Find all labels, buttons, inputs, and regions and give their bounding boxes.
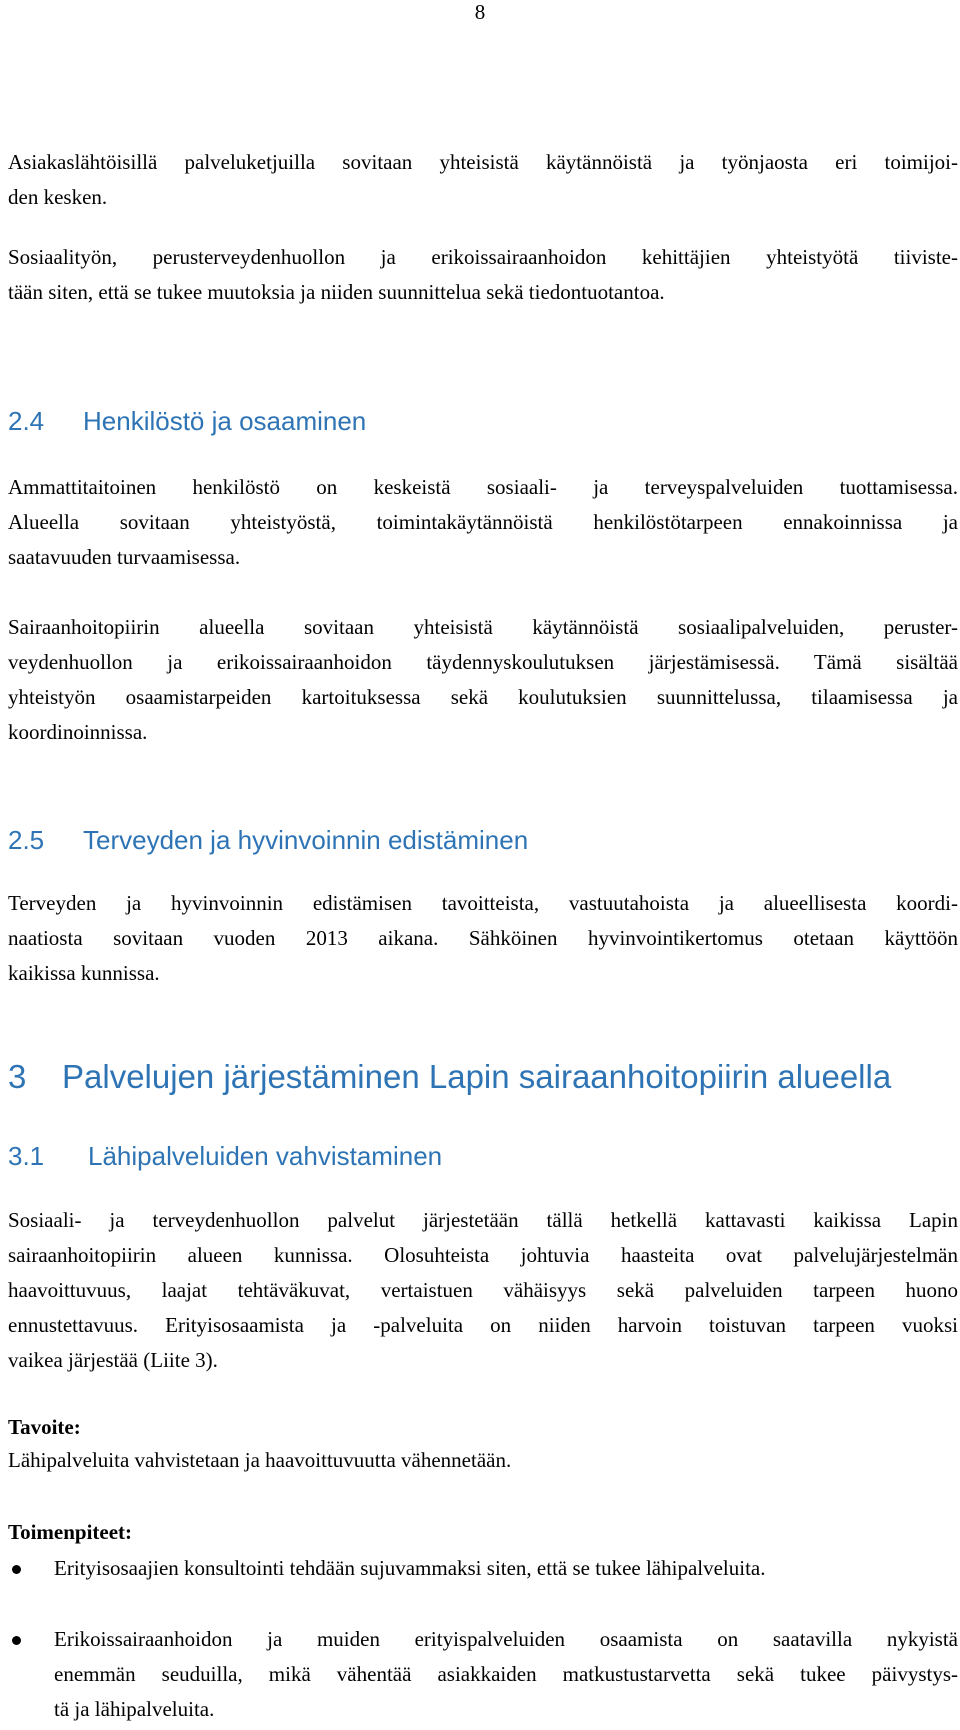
text-line: tään siten, että se tukee muutoksia ja niiden suunnittelua sekä tiedontuotantoa. <box>8 280 665 304</box>
text-line: Asiakaslähtöisillä palveluketjuilla sovitaan yhteisistä käytännöistä ja työnjaosta eri toimijoi- <box>8 150 958 174</box>
page-number: 8 <box>474 0 486 24</box>
text-line: Erikoissairaanhoidon ja muiden erityispalveluiden osaamista on saatavilla nykyistä <box>54 1627 958 1651</box>
goal-label: Tavoite: <box>8 1415 81 1439</box>
chapter-number: 3 <box>8 1058 27 1095</box>
section-number: 3.1 <box>8 1141 45 1171</box>
text-line: Sosiaali- ja terveydenhuollon palvelut järjestetään tällä hetkellä kattavasti kaikissa Lapin <box>8 1208 958 1232</box>
text-line: Erityisosaajien konsultointi tehdään sujuvammaksi siten, että se tukee lähipalveluita. <box>54 1556 766 1580</box>
text-line: den kesken. <box>8 185 108 209</box>
bullet-icon <box>12 1565 21 1574</box>
section-heading-3-1 <box>8 1141 442 1172</box>
section-title: Henkilöstö ja osaaminen <box>83 406 367 436</box>
section-2-4-paragraph-2 <box>8 610 958 750</box>
section-2-5-paragraph-1 <box>8 886 958 991</box>
text-line: vaikea järjestää (Liite 3). <box>8 1348 218 1372</box>
text-line: yhteistyön osaamistarpeiden kartoituksessa sekä koulutuksien suunnittelussa, tilaamisessa ja <box>8 685 958 709</box>
text-line: koordinoinnissa. <box>8 720 148 744</box>
chapter-title: Palvelujen järjestäminen Lapin sairaanhoitopiirin alueella <box>62 1058 892 1095</box>
bullet-icon <box>12 1636 21 1645</box>
text-line: enemmän seuduilla, mikä vähentää asiakkaiden matkustustarvetta sekä tukee päivystys- <box>54 1662 958 1686</box>
goal-text <box>8 1443 958 1478</box>
section-title: Lähipalveluiden vahvistaminen <box>88 1141 443 1171</box>
list-item-text <box>54 1622 958 1727</box>
intro-paragraph-2 <box>8 240 958 310</box>
section-3-1-paragraph-1 <box>8 1203 958 1378</box>
section-2-4-paragraph-1 <box>8 470 958 575</box>
intro-paragraph-1 <box>8 145 958 215</box>
text-line: Sosiaalityön, perusterveydenhuollon ja erikoissairaanhoidon kehittäjien yhteistyötä tiiviste- <box>8 245 958 269</box>
text-line: haavoittuvuus, laajat tehtäväkuvat, vertaistuen vähäisyys sekä palveluiden tarpeen huono <box>8 1278 958 1302</box>
section-heading-2-5 <box>8 825 528 856</box>
section-number: 2.5 <box>8 825 45 855</box>
text-line: Sairaanhoitopiirin alueella sovitaan yhteisistä käytännöistä sosiaalipalveluiden, peruster- <box>8 615 958 639</box>
actions-label: Toimenpiteet: <box>8 1520 133 1544</box>
section-title: Terveyden ja hyvinvoinnin edistäminen <box>83 825 529 855</box>
text-line: saatavuuden turvaamisessa. <box>8 545 241 569</box>
text-line: Lähipalveluita vahvistetaan ja haavoittuvuutta vähennetään. <box>8 1448 512 1472</box>
section-number: 2.4 <box>8 406 45 436</box>
section-heading-2-4 <box>8 406 366 437</box>
text-line: kaikissa kunnissa. <box>8 961 160 985</box>
text-line: naatiosta sovitaan vuoden 2013 aikana. Sähköinen hyvinvointikertomus otetaan käyttöön <box>8 926 958 950</box>
text-line: sairaanhoitopiirin alueen kunnissa. Olosuhteista johtuvia haasteita ovat palvelujärjestelmän <box>8 1243 958 1267</box>
list-item-text <box>54 1551 958 1586</box>
text-line: tä ja lähipalveluita. <box>54 1697 215 1721</box>
text-line: ennustettavuus. Erityisosaamista ja -palveluita on niiden harvoin toistuvan tarpeen vuoksi <box>8 1313 958 1337</box>
text-line: Alueella sovitaan yhteistyöstä, toimintakäytännöistä henkilöstötarpeen ennakoinnissa ja <box>8 510 958 534</box>
text-line: veydenhuollon ja erikoissairaanhoidon täydennyskoulutuksen järjestämisessä. Tämä sisältää <box>8 650 958 674</box>
text-line: Terveyden ja hyvinvoinnin edistämisen tavoitteista, vastuutahoista ja alueellisesta koordi- <box>8 891 958 915</box>
text-line: Ammattitaitoinen henkilöstö on keskeistä sosiaali- ja terveyspalveluiden tuottamisessa. <box>8 475 958 499</box>
chapter-heading-3 <box>8 1058 891 1096</box>
